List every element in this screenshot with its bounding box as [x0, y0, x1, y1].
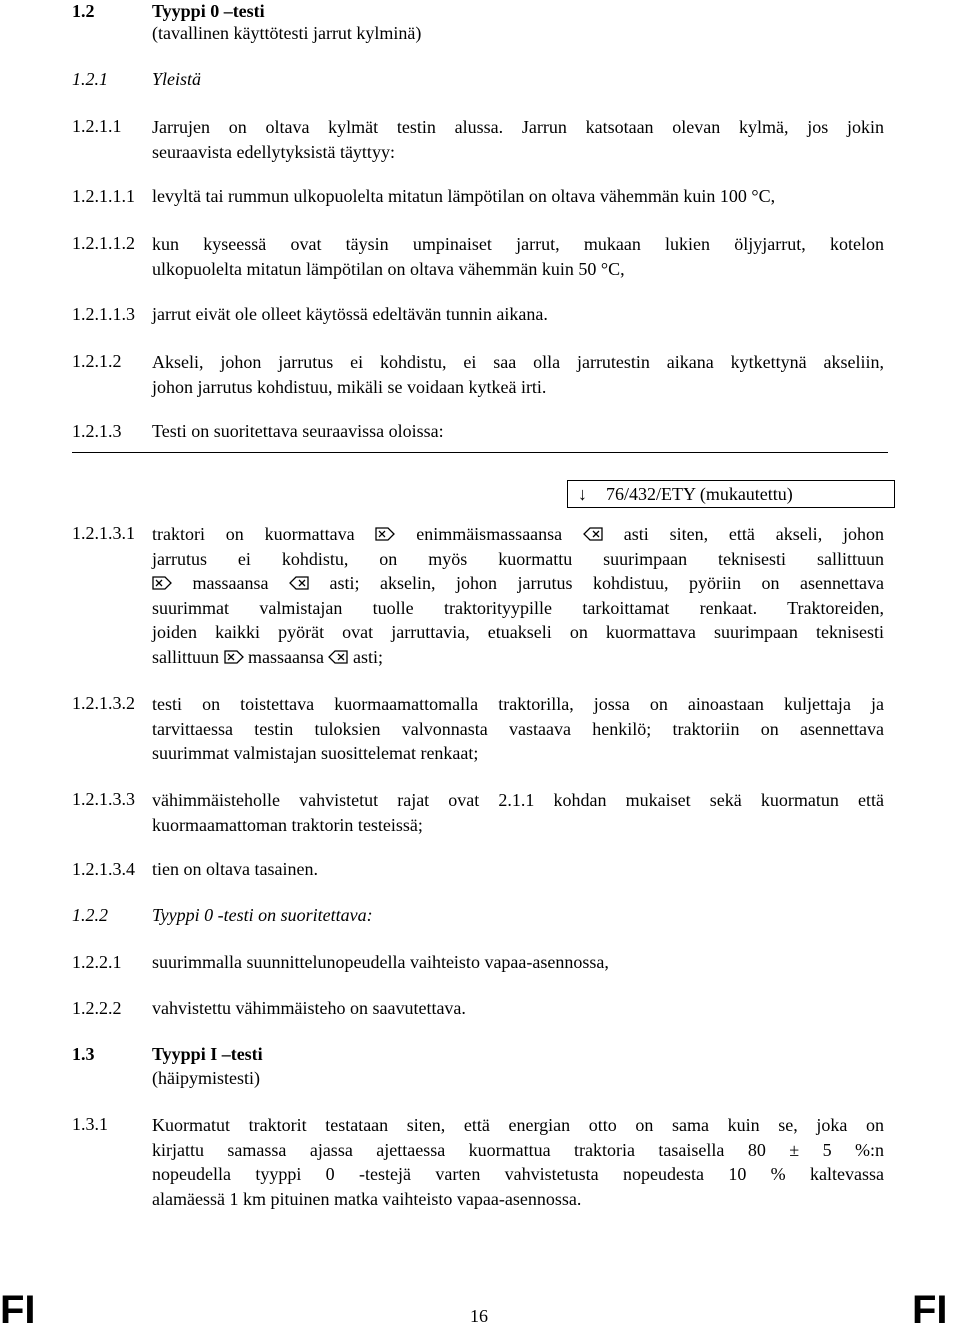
text-line	[152, 571, 884, 596]
insert-start-marker-icon	[375, 527, 395, 541]
text-line	[152, 645, 884, 670]
text-line: suurimmat valmistajan suosittelemat renkaat;	[152, 743, 479, 763]
section-number: 1.2.1.1.3	[72, 304, 135, 324]
section-number: 1.2.1.1.1	[72, 186, 135, 206]
section-number: 1.2.2.2	[72, 998, 122, 1018]
text-line: vähimmäisteholle vahvistetut rajat ovat 2.1.1 kohdan mukaiset sekä kuormatun että	[152, 790, 884, 810]
text-fragment: massaansa	[248, 646, 324, 667]
text-fragment: asti;	[352, 646, 383, 667]
text-fragment: sallittuun	[152, 646, 219, 667]
paragraph	[152, 115, 884, 164]
section-number: 1.2.1.1.2	[72, 233, 135, 253]
section-number: 1.2.1.1	[72, 116, 122, 136]
text-line: testi on toistettava kuormaamattomalla traktorilla, jossa on ainoastaan kuljettaja ja	[152, 694, 884, 714]
footer-language-code-left: FI	[0, 1288, 36, 1332]
paragraph	[152, 232, 884, 281]
paragraph	[152, 350, 884, 399]
section-title: Tyyppi 0 –testi	[152, 1, 265, 21]
section-number: 1.2.1.3	[72, 421, 122, 441]
arrow-down-icon: ↓	[578, 484, 587, 504]
section-number: 1.2.2.1	[72, 952, 122, 972]
text-fragment: enimmäismassaansa	[416, 524, 563, 544]
text-line: ulkopuolelta mitatun lämpötilan on oltava vähemmän kuin 50 °C,	[152, 258, 625, 279]
text-line: Jarrujen on oltava kylmät testin alussa. Jarrun katsotaan olevan kylmä, jos jokin	[152, 117, 884, 137]
section-number: 1.2	[72, 1, 95, 21]
text-line: johon jarrutus kohdistuu, mikäli se voidaan kytkeä irti.	[152, 376, 547, 397]
insert-end-marker-icon	[289, 576, 309, 590]
section-number: 1.3	[72, 1044, 95, 1064]
paragraph	[152, 692, 884, 766]
section-number: 1.2.2	[72, 905, 108, 925]
text-fragment: massaansa	[192, 573, 269, 593]
section-number: 1.2.1.3.2	[72, 693, 135, 713]
section-title: Tyyppi 0 -testi on suoritettava:	[152, 905, 373, 925]
section-subtitle: (häipymistesti)	[152, 1068, 260, 1088]
insert-end-marker-icon	[583, 527, 603, 541]
text-line: kuormaamattoman traktorin testeissä;	[152, 814, 423, 835]
section-number: 1.2.1	[72, 69, 108, 89]
insert-end-marker-icon	[328, 650, 348, 664]
paragraph: Testi on suoritettava seuraavissa oloissa:	[152, 421, 444, 441]
insert-start-marker-icon	[152, 576, 172, 590]
paragraph: tien on oltava tasainen.	[152, 859, 318, 879]
text-line: nopeudella tyyppi 0 -testejä varten vahvistetusta nopeudesta 10 % kaltevassa	[152, 1164, 884, 1184]
paragraph	[152, 788, 884, 837]
text-line: jarrutus ei kohdistu, on myös kuormattu suurimpaan teknisesti sallittuun	[152, 548, 884, 569]
text-line: tarvittaessa testin tuloksien valvonnasta vastaava henkilö; traktoriin on asennettava	[152, 718, 884, 739]
footer-language-code-right: FI	[912, 1288, 948, 1332]
section-number: 1.2.1.2	[72, 351, 122, 371]
text-line	[152, 522, 884, 547]
divider-line	[72, 452, 888, 453]
amendment-label: 76/432/ETY (mukautettu)	[606, 484, 793, 504]
section-number: 1.3.1	[72, 1114, 108, 1134]
text-fragment: asti siten, että akseli, johon	[623, 524, 884, 544]
paragraph: levyltä tai rummun ulkopuolelta mitatun lämpötilan on oltava vähemmän kuin 100 °C,	[152, 186, 776, 206]
section-number: 1.2.1.3.3	[72, 789, 135, 809]
text-line: Akseli, johon jarrutus ei kohdistu, ei saa olla jarrutestin aikana kytkettynä akseliin,	[152, 352, 884, 372]
text-line: kun kyseessä ovat täysin umpinaiset jarrut, mukaan lukien öljyjarrut, kotelon	[152, 234, 884, 254]
paragraph	[152, 1113, 884, 1211]
section-number: 1.2.1.3.4	[72, 859, 135, 879]
page-number: 16	[470, 1306, 488, 1326]
text-line: alamäessä 1 km pituinen matka vaihteisto vapaa-asennossa.	[152, 1188, 582, 1209]
text-line: kirjattu samassa ajassa ajettaessa kuormattua traktoria tasaisella 80 ± 5 %:n	[152, 1139, 884, 1160]
text-line: suurimmat valmistajan tuolle traktorityypille tarkoittamat renkaat. Traktoreiden,	[152, 597, 884, 618]
text-line: joiden kaikki pyörät ovat jarruttavia, etuakseli on kuormattava suurimpaan teknisesti	[152, 622, 884, 642]
amendment-box	[567, 480, 895, 508]
paragraph: jarrut eivät ole olleet käytössä edeltävän tunnin aikana.	[152, 304, 548, 324]
section-subtitle: (tavallinen käyttötesti jarrut kylminä)	[152, 23, 422, 43]
text-fragment: traktori on kuormattava	[152, 524, 355, 544]
paragraph: vahvistettu vähimmäisteho on saavutettava.	[152, 998, 466, 1018]
section-title: Yleistä	[152, 69, 202, 89]
section-title: Tyyppi I –testi	[152, 1044, 263, 1064]
text-line: seuraavista edellytyksistä täyttyy:	[152, 141, 395, 162]
paragraph: suurimmalla suunnittelunopeudella vaihteisto vapaa-asennossa,	[152, 952, 609, 972]
insert-start-marker-icon	[224, 650, 244, 664]
section-number: 1.2.1.3.1	[72, 523, 135, 543]
text-line: Kuormatut traktorit testataan siten, että energian otto on sama kuin se, joka on	[152, 1115, 884, 1135]
paragraph	[152, 522, 884, 669]
text-fragment: asti; akselin, johon jarrutus kohdistuu, pyöriin on asennettava	[329, 573, 885, 593]
